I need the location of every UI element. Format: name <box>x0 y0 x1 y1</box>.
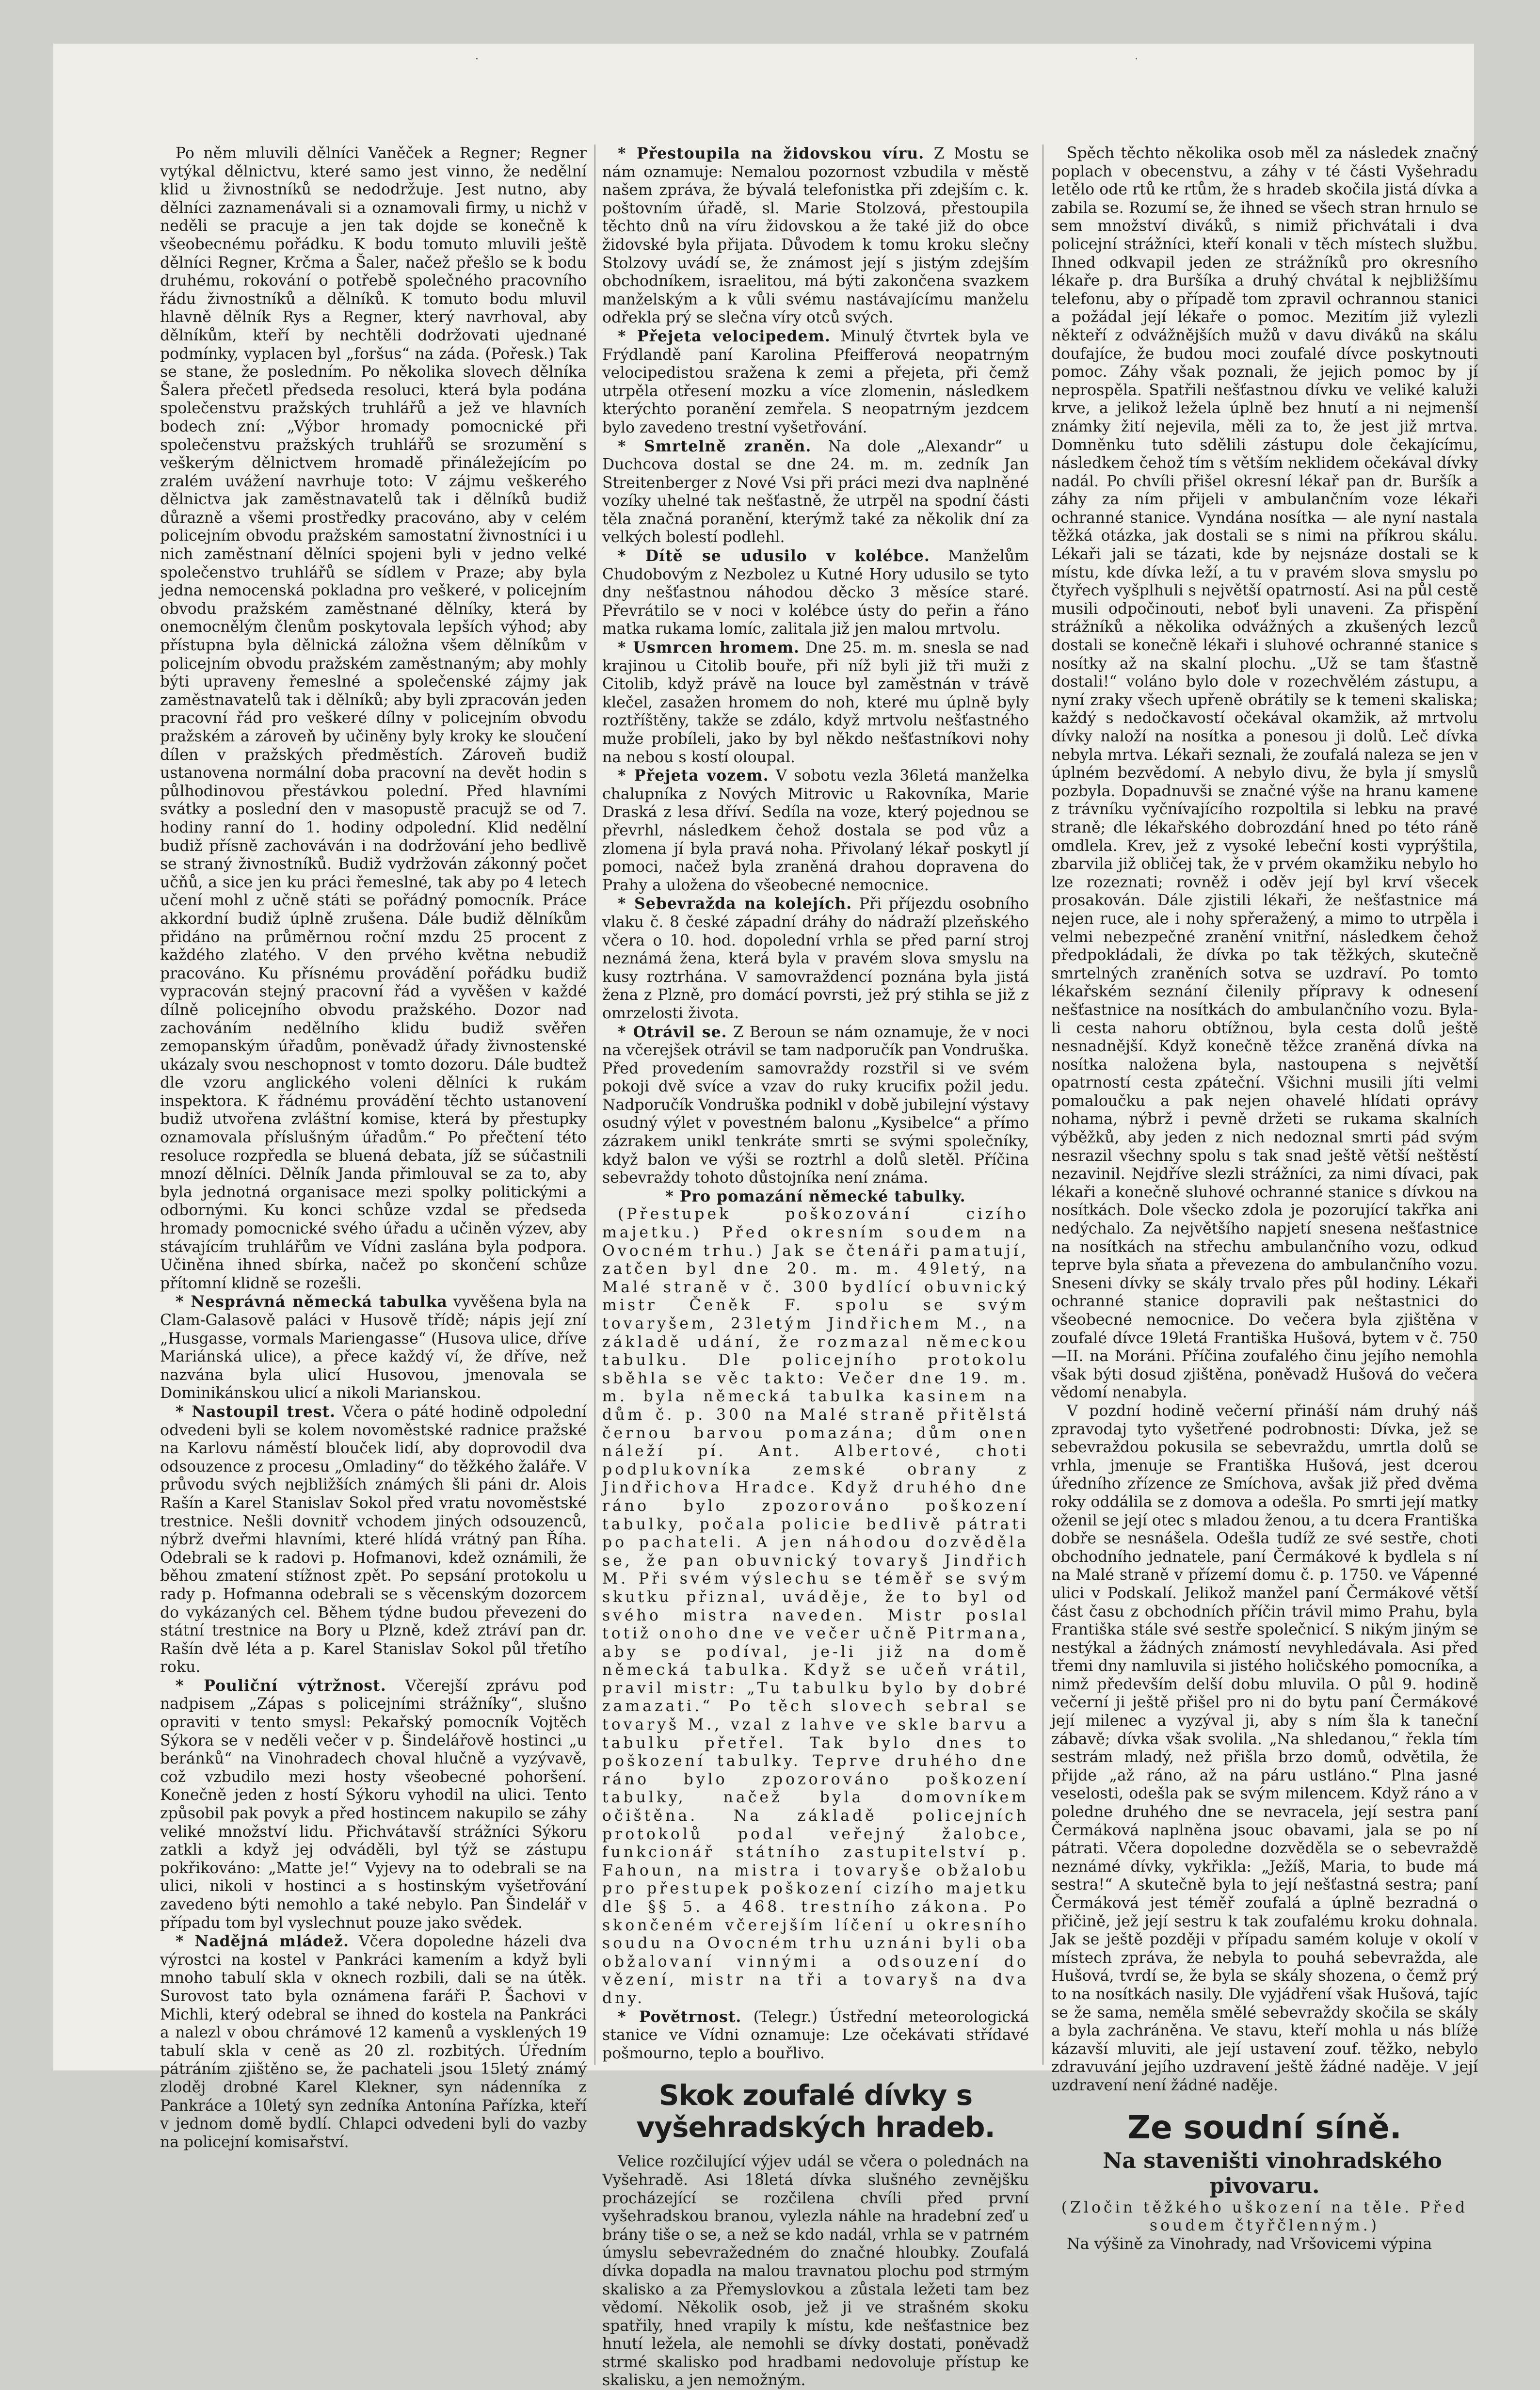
feature-paragraph: Velice rozčilující výjev udál se včera o polednách na Vyšehradě. Asi 18letá dívka slušného zevnějšku procházející se rozčilena chvíli před první vyšehradskou branou, vylezla náhle na hradební zeď u brány tiše o se, a než se kdo nadál, vrhla se v patrném úmyslu sebevražedném do značné hloubky. Zoufalá dívka dopadla na malou travnatou plochu pod strmým skalisko a za Přemyslovkou a zůstala ležeti tam bez vědomí. Několik osob, jež ji ve strašném skoku spatřily, hned vrapily k místu, kde nešťastnice bez hnutí ležela, ale nemohli se dívky dostati, poněvadž strmé skalisko pod hradbami nedovoluje přístup ke skalisku, a jen nemožným. <box>602 2153 1029 2390</box>
news-body: vyvěšena byla na Clam-Galasově paláci v Husově třídě; nápis její zní „Husgasse, vormals Mariengasse“ (Husova ulice, dříve Mariánská ulice), a přece každý ví, že dříve, než nazvána byla ulicí Husovou, jmenovala se Dominikánskou ulicí a nikoli Marianskou. <box>160 1293 587 1402</box>
news-headline: * Povětrnost. <box>618 2007 742 2026</box>
news-item <box>602 1023 1029 1187</box>
section-title: Ze soudní síně. <box>1127 2108 1402 2146</box>
newspaper-page <box>53 44 1478 2390</box>
section-note: (Zločin těžkého uškození na těle. Před soudem čtyřčlenným.) <box>1061 2198 1468 2235</box>
news-body: (Přestupek poškozování cizího majetku.) Před okresním soudem na Ovocném trhu.) Jak se čtenáři pamatují, zatčen byl dne 20. m. m. 49letý, na Malé straně v č. 300 bydlící obuvnický mistr Čeněk F. spolu se svým tovaryšem, 23letým Jindřichem M., na základě udání, že rozmazal německou tabulku. Dle policejního protokolu sběhla se věc takto: Večer dne 19. m. m. byla německá tabulka kasinem na dům č. p. 300 na Malé straně přitělstá černou barvou pomazána; dům onen náleží pí. Ant. Albertové, choti podplukovníka zemské obrany z Jindřichova Hradce. Když druhého dne ráno bylo zpozorováno poškození tabulky, počala policie bedlivě pátrati po pachateli. A jen náhodou dozvěděla se, že pan obuvnický tovaryš Jindřich M. Při svém výslechu se téměř se svým skutku přiznal, uváděje, že to byl od svého mistra naveden. Mistr poslal totiž onoho dne ve večer učně Pitrmana, aby se podíval, je-li již na domě německá tabulka. Když se učeň vrátil, pravil mistr: „Tu tabulku bylo by dobré zamazati.“ Po těch slovech sebral se tovaryš M., vzal z lahve ve skle barvu a tabulku přetřel. Tak bylo dnes to poškození tabulky. Teprve druhého dne ráno bylo zpozorováno poškození tabulky, načež byla domovníkem očištěna. Na základě policejních protokolů podal veřejný žalobce, funkcionář státního zastupitelství p. Fahoun, na mistra i tovaryše obžalobu pro přestupek poškození cizího majetku dle §§ 5. a 468. trestního zákona. Po skončeném včerejším líčení u okresního soudu na Ovocném trhu uznáni byli oba obžalovaní vinnými a odsouzení do vězení, mistr na tři a tovaryš na dva dny. <box>602 1205 1029 2007</box>
column-middle <box>602 144 1029 2390</box>
news-headline: * Přejeta velocipedem. <box>618 327 831 345</box>
news-headline: * Nadějná mládež. <box>176 1932 349 1951</box>
news-headline: * Smrtelně zraněn. <box>618 437 812 455</box>
news-body: Včerejší zprávu pod nadpisem „Zápas s policejními strážníky“, slušno opraviti v tento smysl: Pekařský pomocník Vojtěch Sýkora se v neděli večer v p. Šindelářově hostinci „u beránků“ na Vinohradech choval hlučně a vyzývavě, což vzbudilo mezi hosty všeobecné pohoršení. Konečně jeden z hostí Sýkoru vyhodil na ulici. Tento způsobil pak povyk a před hostincem nakupilo se záhy veliké množství lidu. Přichvátavší strážníci Sýkoru zatkli a když jej odváděli, byl týž se zástupu pokřikováno: „Matte je!“ Vyjevy na to odebrali se na ulici, nikoli v hostinci a s hostinským vyšetřování zavedeno býti nemohlo a také nebylo. Pan Šindelář v případu tom byl vyslechnut pouze jako svědek. <box>160 1677 587 1932</box>
section-subtitle: Na staveništi vinohradského pivovaru. <box>1103 2148 1442 2198</box>
news-item <box>160 1403 587 1677</box>
news-body: Manželům Chudobovým z Nezbolez u Kutné Hory udusilo se tyto dny nešťastnou náhodou děcko 3 měsíce staré. Převrátilo se v noci v kolébce ústy do peřin a řáno matka rukama lomíc, zalitala již jen malou mrtvolu. <box>602 547 1029 638</box>
news-body: Na dole „Alexandr“ u Duchcova dostal se dne 24. m. m. zedník Jan Streitenberger z Nové Vsi při práci mezi dva naplněné vozíky uhelné tak nešťastně, že utrpěl na spodní části těla značná poranění, kterýmž také za několik dní za velkých bolestí podlehl. <box>602 437 1029 546</box>
news-headline: * Nesprávná německá tabulka <box>176 1293 448 1311</box>
news-body: V sobotu vezla 36letá manželka chalupníka z Nových Mitrovic u Rakovníka, Marie Draská z lesa dříví. Sedíla na voze, který pojednou se převrhl, následkem čehož dostala se pod vůz a zlomena jí byla pravá noha. Přivolaný lékař poskytl jí pomoci, načež byla zraněná drahou dopravena do Prahy a uložena do všeobecné nemocnice. <box>602 767 1029 894</box>
news-item <box>602 327 1029 437</box>
court-paragraph: Na výšině za Vinohrady, nad Vršovicemi výpina <box>1067 2235 1432 2253</box>
column-divider <box>594 144 595 2065</box>
news-body: Z Mostu se nám oznamuje: Nemalou pozornost vzbudila v městě našem zpráva, že bývalá telefonistka při zdejším c. k. poštovním úřadě, sl. Marie Stolzová, přestoupila těchto dnů na víru židovskou a že také již do obce židovské byla přijata. Důvodem k tomu kroku slečny Stolzovy uvádí se, že známost její s jistým zdejším obchodníkem, israelitou, má býti zakončena svazkem manželským a k vůli svému nastávajícímu manželu odřekla prý se slečna víry otců svých. <box>602 145 1029 327</box>
news-body: Minulý čtvrtek byla ve Frýdlandě paní Karolina Pfeifferová neopatrným velocipedistou sražena k zemi a přejeta, při čemž utrpěla otřesení mozku a více zlomenin, následkem kterýchto poranění zemřela. S neopatrným jezdcem bylo zavedeno trestní vyšetřování. <box>602 327 1029 436</box>
edge-mark-right: · <box>1135 53 1138 65</box>
feature-headline: Skok zoufalé dívky s vyšehradských hradeb. <box>636 2079 995 2144</box>
news-body: Včera o páté hodině odpolední odvedeni byli se kolem novoměstské radnice pražské na Karlovu náměstí blouček lidí, aby doprovodil dva odsouzence z procesu „Omladiny“ do těžkého žaláře. V průvodu svých nejbližších známých šli páni dr. Alois Rašín a Karel Stanislav Sokol před vratu novoměstské trestnice. Nešli dovnitř vchodem jiných odsouzenců, nýbrž dveřmi hlavními, které hlídá vrátný pan Říha. Odebrali se k radovi p. Hofmanovi, kdež oznámili, že běhou zmatení stížnost zpět. Po sepsání protokolu u rady p. Hofmanna odebrali se s věcenským dozorcem do vykázaných cel. Během týdne budou převezeni do státní trestnice na Bory u Plzně, kdež ztráví pan dr. Rašín dvě léta a p. Karel Stanislav Sokol půl třetího roku. <box>160 1403 587 1676</box>
feature-paragraph: Spěch těchto několika osob měl za následek značný poplach v obecenstvu, a záhy v té části Vyšehradu letělo ode rtů ke rtům, že s hradeb skočila jistá dívka a zabila se. Rozumí se, že ihned se všech stran hrnulo se sem množství diváků, s nimiž přichvátali i dva policejní strážníci, kteří konali v těch místech službu. Ihned odkvapil jeden ze strážníků pro okresního lékaře p. dra Buršíka a druhý chvátal k nejbližšímu telefonu, aby o případě tom zpravil ochrannou stanici a požádal její lékaře o pomoc. Mezitím již vylezli někteří z odvážnějších mužů v davu diváků na skálu doufajíce, že budou moci zoufalé dívce poskytnouti pomoc. Záhy však poznali, že jejich pomoc by jí neprospěla. Spatřili nešťastnou dívku ve veliké kaluži krve, a jelikož ležela úplně bez hnutí a ni nejmenší známky žití nejevila, měli za to, že jest již mrtva. Domněnku tuto sdělili zástupu dole čekajícímu, následkem čehož tím s větším neklidem očekával dívky nadál. Po chvíli přišel okresní lékař pan dr. Buršík a záhy za ním přijeli v ambulančním voze lékaři ochranné stanice. Vyndána nosítka — ale nyní nastala těžká otázka, jak dostali se s nimi na příkrou skálu. Lékaři jali se tázati, kde by nejsnáze dostali se k místu, kde dívka leží, a tu v pravém slova smyslu po čtyřech vyšplhuli s největší opatrností. Asi na půl cestě musili odpočinouti, neboť byli unaveni. Za přispění strážníků a několika odvážných a zkušených lezců dostali se konečně lékaři i sluhové ochranné stanice s nosítky až na skalní plochu. „Už se tam šťastně dostali!“ voláno bylo dole v rozechvělém zástupu, a nyní zraky všech upřeně obrátily se k temeni skaliska; každý s nedočkavostí očekával okamžik, až mrtvolu dívky naloží na nosítka a ponesou ji dolů. Leč dívka nebyla mrtva. Lékaři seznali, že zoufalá naleza se jen v úplném bezvědomí. A nebylo divu, že byla jí smyslů pozbyla. Dopadnuvši se značné výše na hranu kamene z trávníku vyčnívajícího rozpoltila si lebku na pravé straně; dle lékařského dobrozdání hned po této ráně omdlela. Krev, jež z vysoké lebeční kosti vyprýštila, zbarvila již obličej tak, že v prvém okamžiku nebylo ho lze rozeznati; rovněž i oděv její byl krví všecek prosakován. Dále zjistili lékaři, že nešťastnice má nejen ruce, ale i nohy spřeražený, a mimo to utrpěla i velmi nebezpečné zranění vnitřní, následkem čehož předpokládali, že dívka po tak těžkých, skutečně smrtelných zraněních sotva se uzdraví. Po tomto lékařském seznání čilenily přípravy k odnesení nešťastnice na nosítkách do ambulančního vozu. Byla-li cesta nahoru obtížnou, byla cesta dolů ještě nesnadnější. Když konečně těžce zraněná dívka na nosítka naložena byla, nastoupena s největší opatrností cesta zpáteční. Všichni musili jíti velmi pomaloučku a pak nejen ohavelé hlídati oprávy nohama, nýbrž i pevně držeti se rukama skalních výběžků, aby jeden z nich nedoznal smrti pád svým nesrazil všechny spolu s tak snad ještě větší neštěstí nezavinil. Nejdříve slezli strážníci, za nimi dívaci, pak lékaři a konečně sluhové ochranné stanice s dívkou na nosítkách. Dole všecko zdola je pozorující takřka ani nedýchalo. Za největšího napjetí snesena nešťastnice na nosítkách na střechu ambulančního vozu, odkud teprve byla sňata a převezena do ambulančního vozu. Sneseni dívky se skály trvalo přes půl hodiny. Lékaři ochranné stanice dopravili pak neštastnici do všeobecné nemocnice. Do večera byla zjištěna v zoufalé dívce 19letá Františka Hušová, bytem v č. 750—II. na Moráni. Příčina zoufalého činu jejího nemohla však býti dosud zjištěna, poněvadž Hušová do večera vědomí nenabyla. <box>1051 144 1478 1402</box>
edge-mark-left: · <box>475 53 479 65</box>
news-headline: * Pro pomazání německé tabulky. <box>665 1187 966 1205</box>
news-item <box>602 2008 1029 2063</box>
news-item <box>602 639 1029 767</box>
news-item <box>602 437 1029 547</box>
news-item <box>602 547 1029 639</box>
news-body: Při příjezdu osobního vlaku č. 8 české západní dráhy do nádraží plzeňského včera o 10. hod. dopolední vrhla se před parní stroj neznámá žena, která byla v pravém slova smyslu na kusy roztrhána. V samovraždencí poznána byla jistá žena z Plzně, pro domácí povrsti, jež prý stihla se již z omrzelosti života. <box>602 895 1029 1022</box>
page-edge-marks <box>53 44 1474 63</box>
column-left <box>160 144 587 2151</box>
article-paragraph: Po něm mluvili dělníci Vaněček a Regner; Regner vytýkal dělnictvu, které samo jest vinno, že nedělní klid u živnostníků se nedodržuje. Jest nutno, aby dělníci zaznamenávali si a oznamovali firmy, u nichž v neděli se pracuje a jen tak dojde se konečně k všeobecnému pořádku. K bodu tomuto mluvili ještě dělníci Regner, Krčma a Šaler, načež přešlo se k bodu druhému, rokování o potřebě společného pracovního řádu živnostníků a dělníků. K tomuto bodu mluvil hlavně dělník Rys a Regner, který navrhoval, aby dělníkům, kteří by nechtěli dodržovati ujednané podmínky, vyplacen byl „foršus“ na záda. (Pořesk.) Tak se stane, že posledním. Po několika slovech dělníka Šalera přečetl předseda resoluci, která byla podána společenstvu pražských truhlářů a jež ve hlavních bodech zní: „Výbor hromady pomocnické při společenstvu pražských truhlářů se srozumění s veškerým dělnictvem hromadě přináležejícím po zralém uvážení navrhuje toto: V zájmu veškerého dělnictva jak zaměstnavatelů tak i dělníků budiž důrazně a všemi prostředky pracováno, aby v celém policejním obvodu pražském samostatní živnostníci i u nich zaměstnaní dělníci spojeni byli v jedno velké společenstvo truhlářů se sídlem v Praze; aby byla jedna nemocenská pokladna pro veškeré, v policejním obvodu pražském zaměstnané dělníky, která by onemocnělým členům poskytovala lepších výhod; aby přístupna byla dělnická záložna všem dělníkům v policejním obvodu pražském zaměstnaným; aby mohly býti upraveny řemeslné a společenské zájmy jak zaměstnavatelů tak i dělníků; aby byli zpracován jeden pracovní řád pro veškeré dílny v policejním obvodu pražském a zároveň by učiněny byly kroky ke sloučení dílen v pražských předměstích. Zároveň budiž ustanovena normální doba pracovní na devět hodin s půlhodinovou přestávkou polední. Před hlavními svátky a poslední den v masopustě pracujž se od 7. hodiny ranní do 1. hodiny odpolední. Klid nedělní budiž přísně zachováván i na dodržování jeho bedlivě se straný živnostníků. Budiž vydržován zákonný počet učňů, a sice jen ku práci řemeslné, tak aby po 4 letech učení mohl z učně státi se pořádný pomocník. Práce akkordní budiž úplně zrušena. Dále budiž dělníkům přidáno na průměrnou roční mzdu 25 procent z každého zlatého. V den prvého května nebudiž pracováno. Ku přísnému provádění pořádku budiž vypracován stejný pracovní řád a vyvěšen v každé dílně policejního obvodu pražského. Dozor nad zachováním nedělního klidu budiž svěřen zemopanským úřadům, poněvadž úřady živnostenské ukázaly svou neschopnost v tomto dozoru. Dále budtež dle vzoru anglického voleni dělníci k rukám inspektora. K řádnému provádění těchto ustanovení budiž utvořena zvláštní komise, která by přestupky oznamovala příslušným úřadům.“ Po přečtení této resoluce rozpředla se bluená debata, jíž se súčastnili mnozí dělníci. Dělník Janda přimlouval se za to, aby byla jednotná organisace mezi spolky politickými a odbornými. Ku konci schůze vzdal se předseda hromady pomocnické svého úřadu a učiněn výzev, aby stávajícím truhlářům ve Vídni zaslána byla podpora. Učiněna ihned sbírka, načež po skončení schůze přítomní klidně se rozešli. <box>160 144 587 1292</box>
news-item <box>602 144 1029 327</box>
feature-paragraph: V pozdní hodině večerní přináší nám druhý náš zpravodaj tyto vyšetřené podrobnosti: Dívka, jež se sebevraždou pokusila se sebevraždu, umrtla dolů se vrhla, jmenuje se Františka Hušová, jest dcerou úředního zřízence ze Smíchova, avšak již před dvěma roky oddálila se z domova a odešla. Po smrti její matky oženil se její otec s mladou ženou, a tu dcera Františka dobře se nesnášela. Odešla tudíž ze své sestře, choti obchodního jednatele, paní Čermákové k bydlela s ní na Malé straně v přízemí domu č. p. 1750. ve Vápenné ulici v Podskalí. Jelikož manžel paní Čermákové větší část času z obchodních příčin trávil mimo Prahu, byla Františka stále své sestře společnicí. S nikým jiným se nestýkal a žádných známostí nevyhledávala. Asi před třemi dny namluvila si jistého holičského pomocníka, a nimž především delší dobu mluvila. O půl 9. hodině večerní ji ještě přišel pro ni do bytu paní Čermákové její milenec a vyzýval ji, aby s ním šla k taneční zábavě; dívka však svolila. „Na shledanou,“ řekla tím sestrám mladý, než přišla brzo domů, odvětila, že přijde „až ráno, až na páru ustláno.“ Plna jasné veselosti, odešla pak se svým milencem. Když ráno a v poledne druhého dne se nevracela, její sestra paní Čermáková naplněna jsouc obavami, jala se po ní pátrati. Včera dopoledne dozvěděla se o sebevraždě neznámé dívky, vykřikla: „Ježíš, Maria, to bude má sestra!“ A skutečně byla to její nešťastná sestra; paní Čermáková jest téměř zoufalá a úplně bezradná o přičině, jež její sestru k tak zoufalému kroku dohnala. Jak se ještě později v případu samém koluje v okolí v místech zpráva, že nebyla to pouhá sebevražda, ale Hušová, tvrdí se, že byla se skály shozena, o čemž prý to na nosítkách nasily. Dle vyjádření však Hušová, tajíc se že sama, neměla smělé sebevraždy skočila se skály a byla zachráněna. Ve stavu, kteří mohla u nás blíže kázavší mluviti, ale její ustavení zouf. těžko, nebylo zdravuvání jejího uzdravení ještě žádné naděje. V její uzdravení není žádné naděje. <box>1051 1402 1478 2094</box>
news-item <box>160 1677 587 1932</box>
news-body: (Telegr.) Ústřední meteorologická stanice ve Vídni oznamuje: Lze očekávati střídavé pošmourno, teplo a bouřlivo. <box>602 2008 1029 2062</box>
news-headline: * Sebevražda na kolejích. <box>618 895 852 913</box>
news-headline: * Otrávil se. <box>618 1023 727 1041</box>
news-headline: * Dítě se udusilo v kolébce. <box>618 547 930 565</box>
news-item <box>602 767 1029 895</box>
column-right <box>1051 144 1478 2253</box>
news-item <box>160 1293 587 1403</box>
news-body: Z Beroun se nám oznamuje, že v noci na včerejšek otrávil se tam nadporučík pan Vondruška. Před provedením samovraždy rozstřil si ve svém pokoji dvě svíce a vzav do ruky krucifix požil jedu. Nadporučík Vondruška podnikl v době jubilejní výstavy osudný výlet v povestném balonu „Kysibelce“ a přímo zázrakem unikl tenkráte smrti se svými společníky, když balon ve výši se roztrhl a dolů sletěl. Příčina sebevraždy tohoto důstojníka není známa. <box>602 1023 1029 1187</box>
news-item <box>602 895 1029 1023</box>
news-item <box>160 1932 587 2151</box>
news-body: Včera dopoledne házeli dva výrostci na kostel v Pankráci kamením a když byli mnoho tabulí skla v oknech rozbili, dali se na útěk. Surovost tato byla oznámena faráři P. Šachovi v Michli, který odebral se ihned do kostela na Pankráci a nalezl v obou chrámové 12 kamenů a vysklených 19 tabulí skla v ceně as 20 zl. rozbitých. Úředním pátráním zjištěno se, že pachateli jsou 15letý známý zloděj drobné Karel Klekner, syn nádenníka z Pankráce a 10letý syn zedníka Antonína Pařízka, kteří v jednom domě bydlí. Chlapci odvedeni byli do vazby na policejní komisařství. <box>160 1933 587 2151</box>
news-body: Dne 25. m. m. snesla se nad krajinou u Citolib bouře, při níž byli již tři muži z Citolib, když právě na louce byl zaměstnán v trávě klečel, zasažen hromem do noh, které mu úplně byly roztříštěny, takže se zdálo, když mrtvolu nešťastného muže probíleli, jako by byl někdo nešťastníkovi nohy na nebou s kostí oloupal. <box>602 639 1029 766</box>
news-headline: * Pouliční výtržnost. <box>176 1676 386 1695</box>
news-headline: * Usmrcen hromem. <box>618 639 800 657</box>
news-headline: * Přejeta vozem. <box>618 767 769 785</box>
news-headline: * Přestoupila na židovskou víru. <box>618 144 925 162</box>
news-headline: * Nastoupil trest. <box>176 1402 336 1421</box>
